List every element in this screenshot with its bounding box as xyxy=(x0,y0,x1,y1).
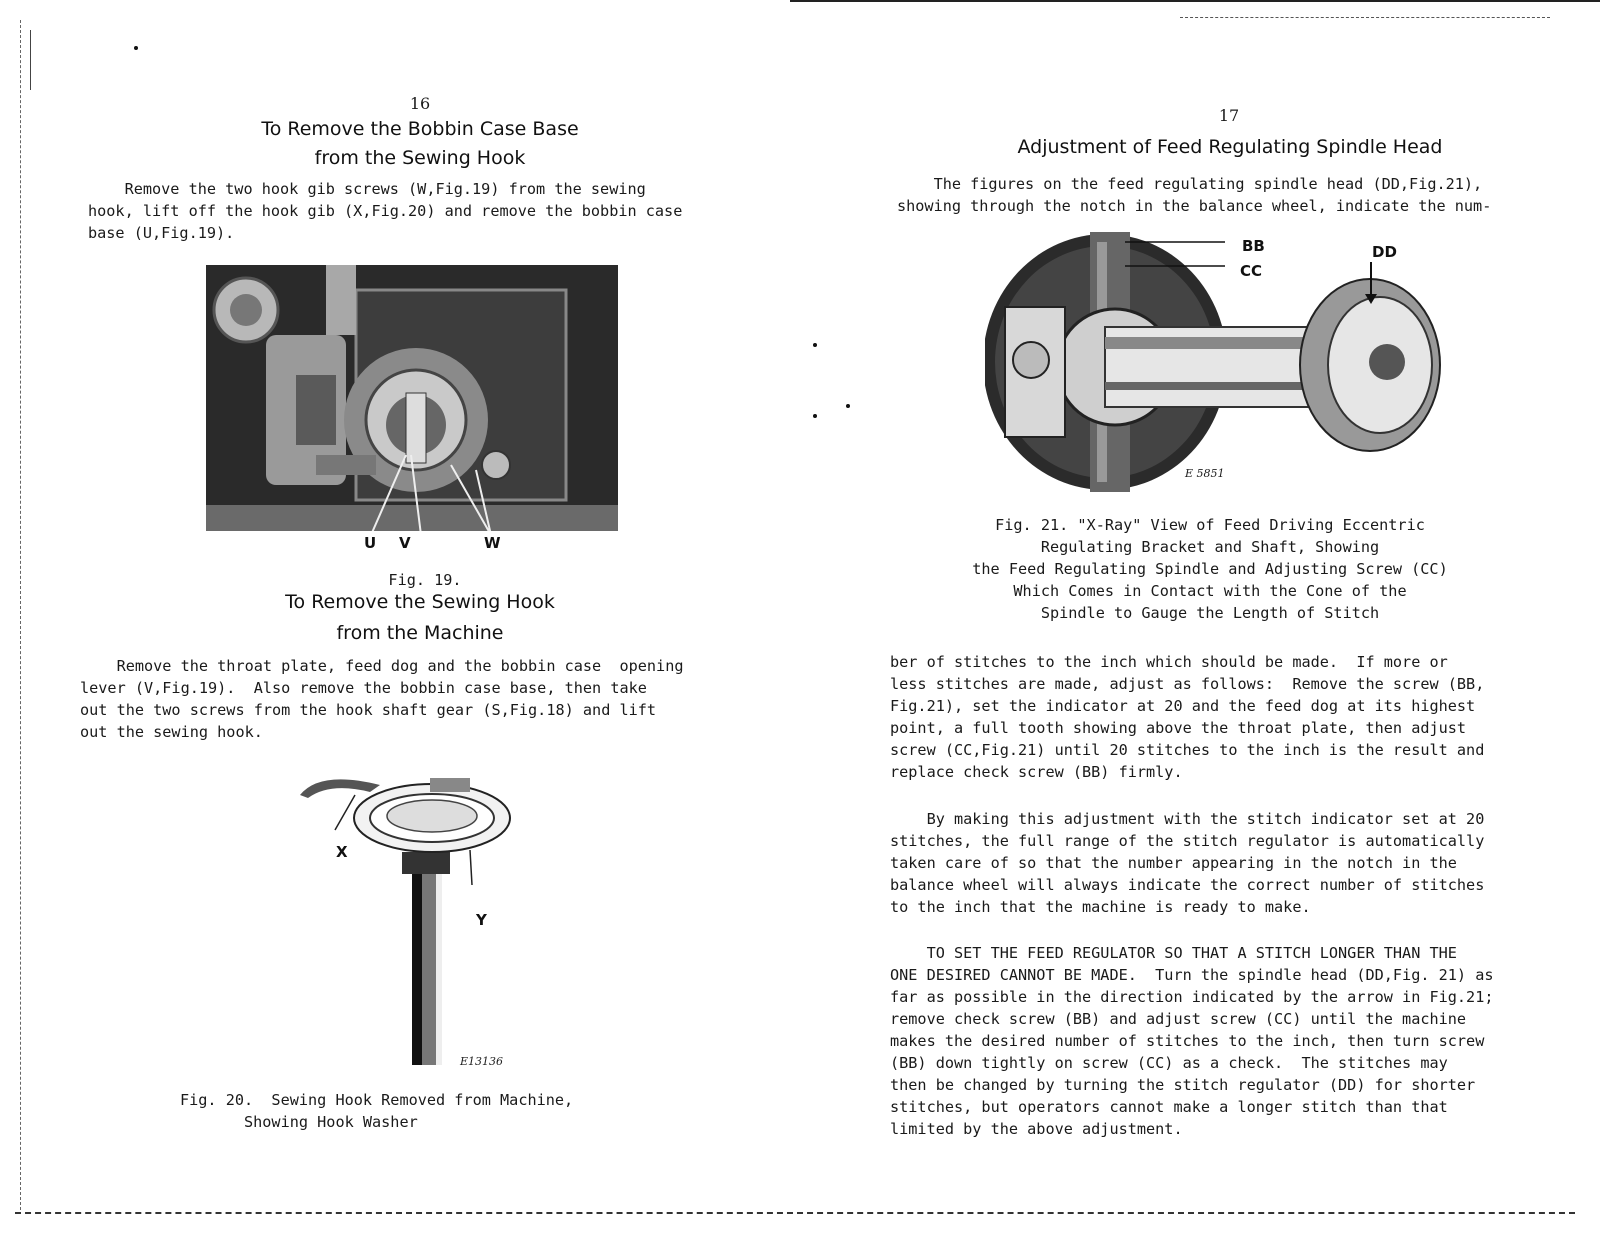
scan-speck xyxy=(813,343,817,347)
section-heading: To Remove the Sewing Hook xyxy=(285,591,555,613)
figure-label: X xyxy=(336,843,348,861)
section-heading: from the Sewing Hook xyxy=(314,147,526,169)
body-paragraph: By making this adjustment with the stitch indicator set at 20 stitches, the full range of the stitch regulator is automatically taken care of so that the number appearing in the notch in the balance wheel will always indicate the correct number of stitches to the inch that the machine is ready to make. xyxy=(890,810,1485,916)
scan-speck xyxy=(813,414,817,418)
section-heading: Adjustment of Feed Regulating Spindle Head xyxy=(1017,136,1443,158)
scan-edge-left-mark xyxy=(30,30,31,90)
body-paragraph: TO SET THE FEED REGULATOR SO THAT A STITCH LONGER THAN THE ONE DESIRED CANNOT BE MADE. Turn the spindle head (DD,Fig. 21) as far as possible in the direction indicated by the arrow in Fig.21; remove check screw (BB) and adjust screw (CC) until the machine makes the desired number of stitches to the inch, then turn screw (BB) down tightly on screw (CC) as a check. The stitches may then be changed by turning the stitch regulator (DD) for shorter stitches, but operators cannot make a longer stitch than that limited by the above adjustment. xyxy=(890,944,1494,1138)
body-paragraph: Remove the two hook gib screws (W,Fig.19) from the sewing hook, lift off the hook gib (X,Fig.20) and remove the bobbin case base (U,Fig.19). xyxy=(88,180,683,242)
figure-19-photo xyxy=(206,265,618,531)
figure-label: U xyxy=(364,534,377,552)
figure-21-spindle xyxy=(985,232,1465,512)
figure-label: W xyxy=(484,534,501,552)
scan-speck xyxy=(134,46,138,50)
figure-label: DD xyxy=(1372,243,1397,261)
figure-code: E13136 xyxy=(460,1055,504,1068)
figure-label: V xyxy=(399,534,411,552)
page-number: 16 xyxy=(409,94,431,113)
scan-edge-left xyxy=(20,20,22,1210)
body-paragraph: The figures on the feed regulating spindle head (DD,Fig.21), showing through the notch in the balance wheel, indicate the num- xyxy=(897,175,1492,215)
scan-edge-top xyxy=(790,0,1600,2)
figure-caption: Fig. 20. Sewing Hook Removed from Machine, Showing Hook Washer xyxy=(180,1091,574,1131)
section-heading: To Remove the Bobbin Case Base xyxy=(261,118,579,140)
figure-caption: Fig. 21. "X-Ray" View of Feed Driving Eccentric Regulating Bracket and Shaft, Showing the Feed Regulating Spindle and Adjusting Screw (CC) Which Comes in Contact with the Cone of the Spindle to Gauge the Length of Stitch xyxy=(972,516,1448,622)
scan-edge-bottom xyxy=(15,1212,1575,1216)
section-heading: from the Machine xyxy=(336,622,504,644)
scan-speck xyxy=(846,404,850,408)
figure-code: E 5851 xyxy=(1185,467,1225,480)
figure-label: BB xyxy=(1242,237,1265,255)
figure-caption: Fig. 19. xyxy=(388,571,462,589)
figure-label: CC xyxy=(1240,262,1263,280)
body-paragraph: Remove the throat plate, feed dog and the bobbin case opening lever (V,Fig.19). Also remove the bobbin case base, then take out the two screws from the hook shaft gear (S,Fig.18) and lift out the sewing hook. xyxy=(80,657,684,741)
body-paragraph: ber of stitches to the inch which should be made. If more or less stitches are made, adjust as follows: Remove the screw (BB, Fig.21), set the indicator at 20 and the feed dog at its highest point, a full tooth showing above the throat plate, then adjust screw (CC,Fig.21) until 20 stitches to the inch is the result and replace check screw (BB) firmly. xyxy=(890,653,1485,781)
page-number: 17 xyxy=(1218,106,1240,125)
figure-20-hook xyxy=(300,770,520,1070)
scan-edge-top-dashed xyxy=(1180,17,1550,19)
figure-label: Y xyxy=(476,911,487,929)
